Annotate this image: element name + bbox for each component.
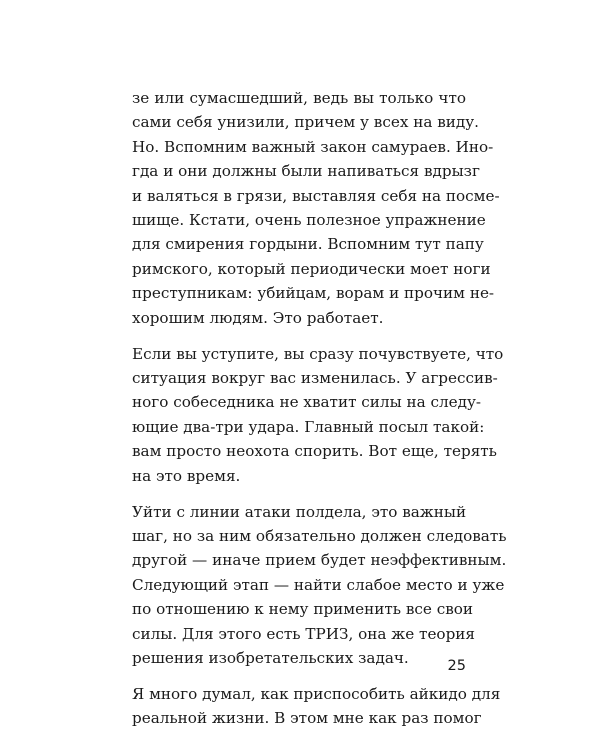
paragraph-2 bbox=[132, 342, 504, 488]
text-line: решения изобретательских задач. bbox=[132, 648, 409, 667]
paragraph-1 bbox=[132, 86, 500, 330]
text-line: Но. Вспомним важный закон самураев. Ино- bbox=[132, 137, 494, 156]
paragraph-4 bbox=[132, 682, 501, 731]
text-line: ситуация вокруг вас изменилась. У агрессив- bbox=[132, 368, 498, 387]
text-line: силы. Для этого есть ТРИЗ, она же теория bbox=[132, 624, 476, 643]
paragraph-3 bbox=[132, 500, 507, 671]
text-line: Следующий этап — найти слабое место и уже bbox=[132, 575, 505, 594]
text-line: реальной жизни. В этом мне как раз помог bbox=[132, 709, 482, 728]
text-line: вам просто неохота спорить. Вот еще, терять bbox=[132, 442, 497, 461]
text-line: шаг, но за ним обязательно должен следовать bbox=[132, 526, 507, 545]
text-line: и валяться в грязи, выставляя себя на посме- bbox=[132, 186, 500, 205]
text-line: ного собеседника не хватит силы на следу- bbox=[132, 393, 482, 412]
text-line: для смирения гордыни. Вспомним тут папу bbox=[132, 235, 484, 254]
text-line: другой — иначе прием будет неэффективным. bbox=[132, 551, 507, 570]
text-line: шище. Кстати, очень полезное упражнение bbox=[132, 211, 486, 230]
text-line: гда и они должны были напиваться вдрызг bbox=[132, 162, 480, 181]
text-line: римского, который периодически моет ноги bbox=[132, 259, 491, 278]
text-line: ющие два-три удара. Главный посыл такой: bbox=[132, 417, 485, 436]
text-line: Уйти с линии атаки полдела, это важный bbox=[132, 502, 467, 521]
text-line: на это время. bbox=[132, 466, 241, 485]
text-line: зе или сумасшедший, ведь вы только что bbox=[132, 89, 466, 107]
text-line: сами себя унизили, причем у всех на виду. bbox=[132, 113, 480, 132]
text-line: Если вы уступите, вы сразу почувствуете, что bbox=[132, 344, 504, 363]
text-line: преступникам: убийцам, ворам и прочим не- bbox=[132, 284, 495, 303]
page-number: 25 bbox=[447, 658, 466, 674]
text-line: хорошим людям. Это работает. bbox=[132, 308, 384, 327]
text-line: по отношению к нему применить все свои bbox=[132, 600, 474, 619]
text-line: Я много думал, как приспособить айкидо для bbox=[132, 684, 501, 703]
body-text bbox=[132, 86, 507, 742]
